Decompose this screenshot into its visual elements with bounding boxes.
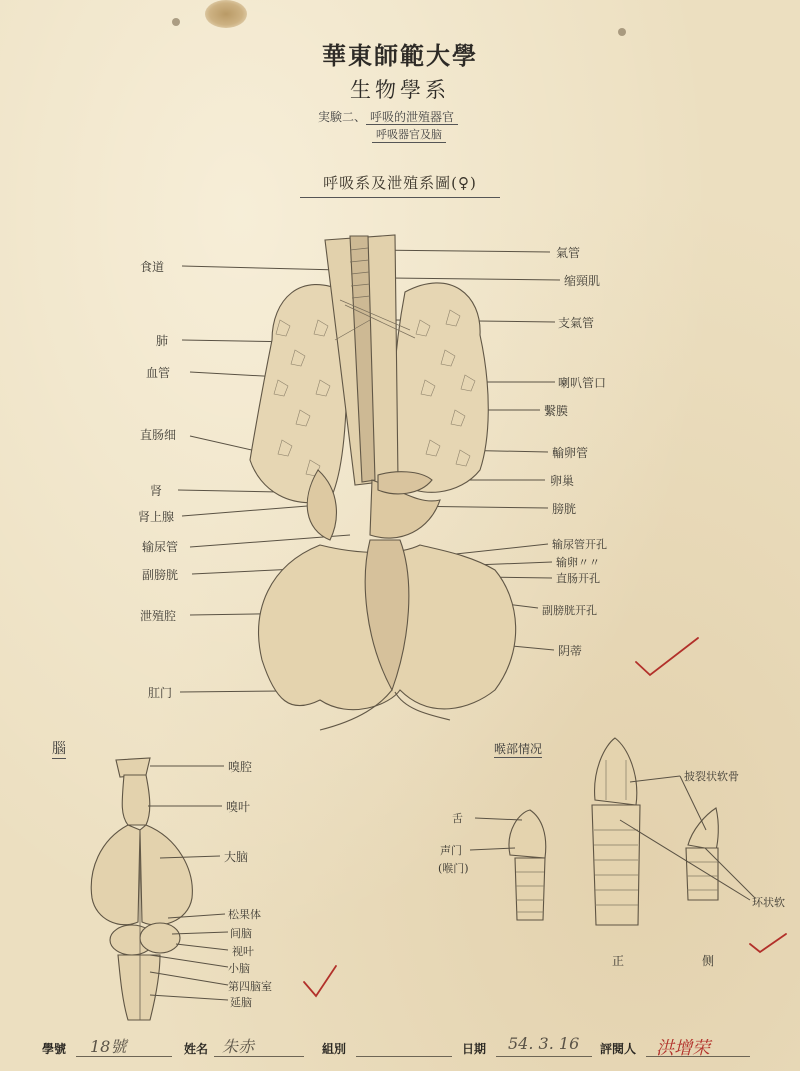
label-bladder: 膀胱 — [552, 502, 577, 516]
name-label: 姓名 — [184, 1042, 209, 1056]
label-oviduct: 輸卵管 — [552, 446, 589, 460]
brain-label-medulla: 延脑 — [230, 996, 252, 1009]
brain-label-cerebellum: 小脑 — [228, 962, 250, 975]
group-line — [356, 1056, 452, 1057]
label-rectum: 直肠细 — [140, 428, 177, 442]
label-neck-muscle: 缩頸肌 — [564, 274, 601, 288]
brain-label-olfactory-cavity: 嗅腔 — [228, 760, 253, 774]
label-lung: 肺 — [156, 334, 169, 348]
brain-section-title: 腦 — [52, 738, 66, 759]
larynx-section-title: 喉部情况 — [494, 742, 543, 756]
label-accessory-bladder: 副膀胱 — [142, 568, 179, 582]
label-oviduct-opening: 输卵〃〃 — [556, 556, 600, 569]
larynx-label-arytenoid: 披裂状软骨 — [684, 770, 739, 783]
date-label: 日期 — [462, 1042, 487, 1056]
brain-label-cerebrum: 大脑 — [224, 850, 249, 864]
student-no-line — [76, 1056, 172, 1057]
brain-sketch — [91, 758, 192, 1020]
experiment-subtitle: 呼吸器官及脑 — [372, 126, 446, 143]
label-adrenal: 肾上腺 — [138, 510, 175, 524]
label-blood-vessel: 血管 — [146, 366, 171, 380]
reviewer-value: 洪增荣 — [656, 1038, 710, 1059]
label-ureter-opening: 输尿管开孔 — [552, 538, 607, 551]
label-clitoris: 阴蒂 — [558, 644, 583, 658]
student-no-value: 18號 — [90, 1037, 127, 1056]
larynx-label-tongue: 舌 — [452, 812, 463, 825]
name-line — [214, 1056, 304, 1057]
label-esophagus: 食道 — [140, 260, 165, 274]
sheet-title: 呼吸系及泄殖系圖(♀) — [300, 172, 500, 198]
label-ureter: 输尿管 — [142, 540, 179, 554]
larynx-view-front: 正 — [612, 954, 625, 968]
label-rectum-opening: 直肠开孔 — [556, 572, 600, 585]
experiment-title: 呼吸的泄殖器官 — [366, 110, 458, 125]
date-line — [496, 1056, 592, 1057]
student-no-label: 學號 — [42, 1042, 67, 1056]
label-cloaca: 泄殖腔 — [140, 609, 177, 623]
brain-label-pineal: 松果体 — [228, 908, 261, 921]
label-anus: 肛门 — [148, 686, 173, 700]
label-funnel-opening: 喇叭管口 — [558, 376, 607, 390]
brain-label-fourth-ventricle: 第四脑室 — [228, 980, 272, 993]
department-title: 生物學系 — [350, 78, 450, 102]
reviewer-line — [646, 1056, 750, 1057]
brain-label-olfactory-lobe: 嗅叶 — [226, 800, 251, 814]
name-value: 朱赤 — [222, 1037, 255, 1056]
larynx-view-side: 侧 — [702, 954, 715, 968]
label-accessory-bladder-opening: 副膀胱开孔 — [542, 604, 597, 617]
reviewer-label: 評閱人 — [600, 1042, 637, 1056]
date-value: 54. 3. 16 — [508, 1034, 580, 1053]
label-ovary: 卵巢 — [550, 474, 575, 488]
university-title: 華東師範大學 — [322, 41, 478, 70]
organ-sketch — [250, 235, 516, 730]
larynx-sketch — [509, 738, 718, 925]
label-bronchus: 支氣管 — [558, 316, 595, 330]
label-mesentery: 繫膜 — [544, 404, 569, 418]
group-label: 組別 — [322, 1042, 347, 1056]
brain-label-optic-lobe: 视叶 — [232, 945, 254, 958]
experiment-prefix: 実験二、 — [318, 110, 367, 124]
label-kidney: 肾 — [150, 484, 163, 498]
larynx-label-glottis: 声门 — [440, 844, 462, 857]
brain-label-diencephalon: 间脑 — [230, 927, 252, 940]
label-trachea: 氣管 — [556, 246, 581, 260]
larynx-label-laryngeal-opening: (喉门) — [438, 862, 469, 875]
larynx-label-cricoid: 环状软 — [752, 896, 785, 909]
footer-fields — [0, 1032, 800, 1062]
